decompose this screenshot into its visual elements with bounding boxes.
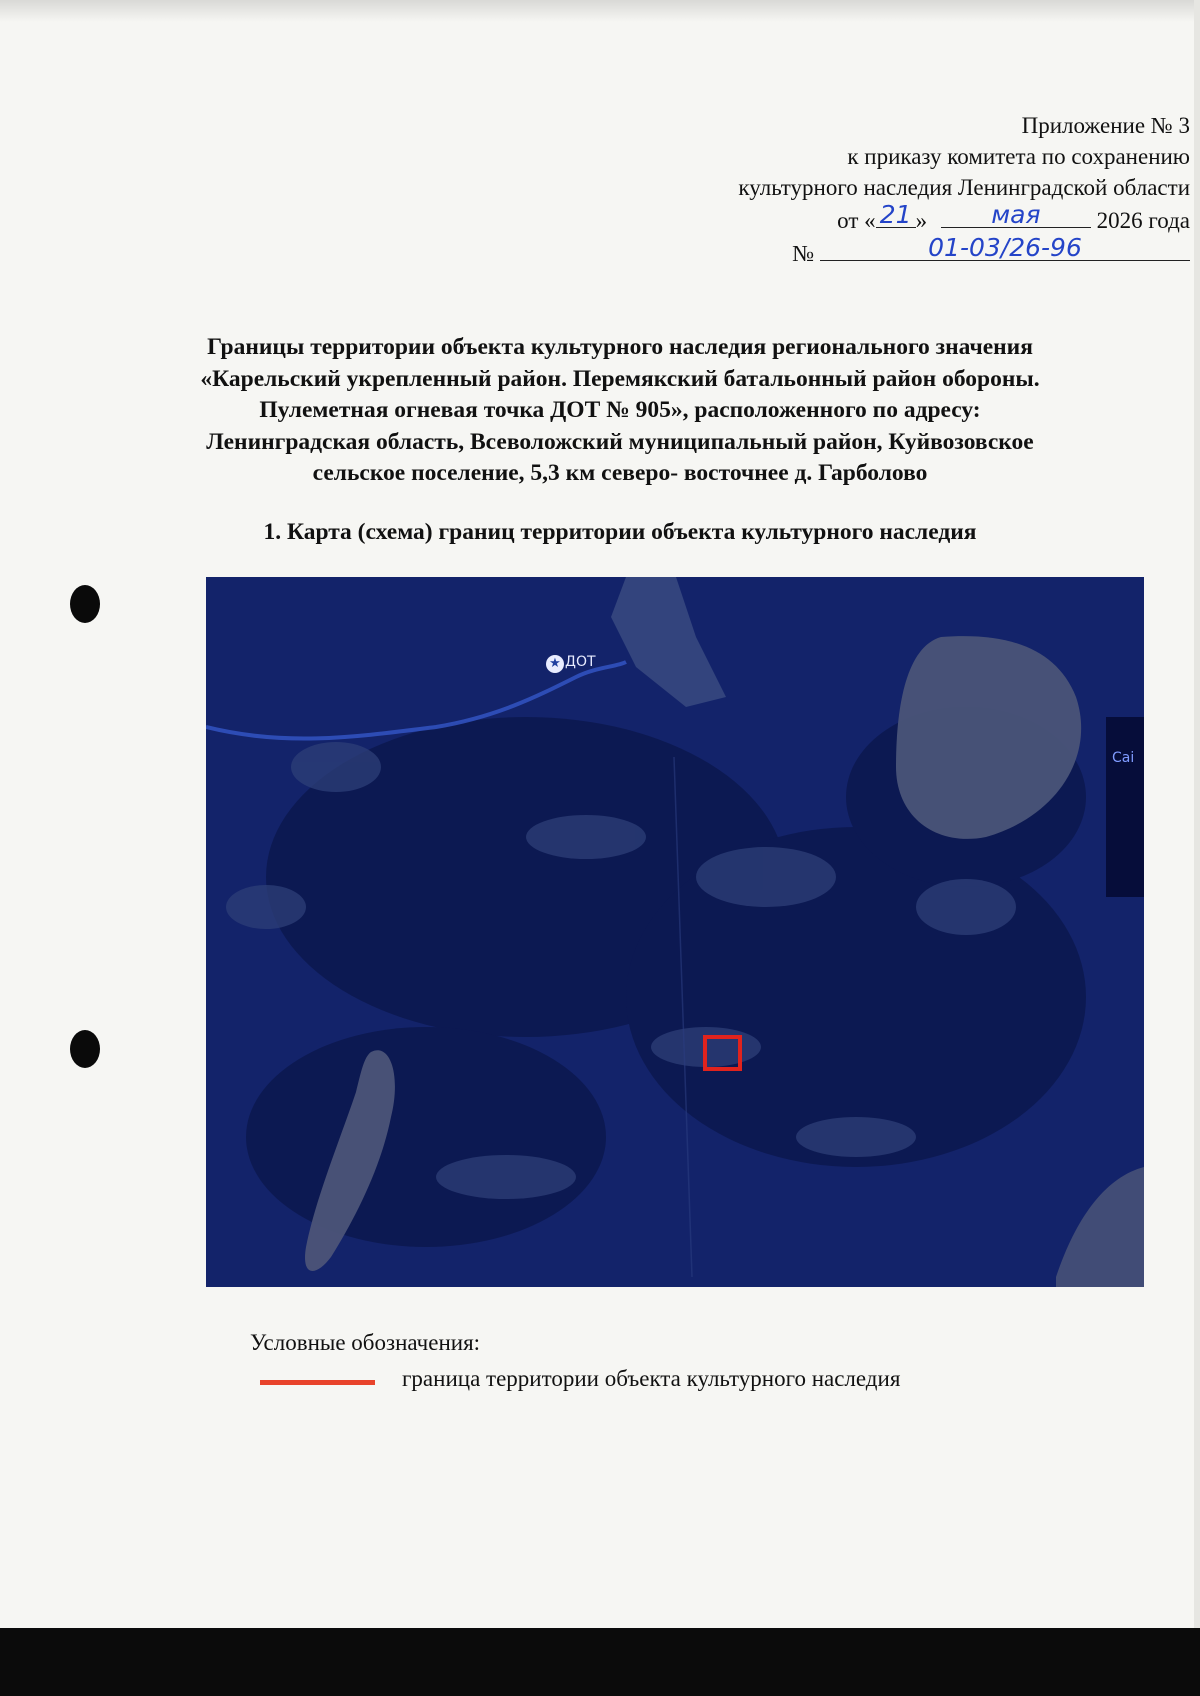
date-day-handwritten: 21	[879, 200, 912, 229]
satellite-imagery	[206, 577, 1144, 1287]
punch-hole-icon	[70, 1030, 100, 1068]
title-line: «Карельский укрепленный район. Перемякский батальонный район обороны.	[200, 365, 1040, 392]
star-icon: ★	[546, 655, 564, 673]
appendix-committee-line: культурного наследия Ленинградской области	[738, 175, 1190, 200]
satellite-map	[206, 577, 1144, 1287]
appendix-date-line	[570, 200, 1190, 236]
map-edge-label: Саі	[1112, 750, 1135, 766]
document-title	[120, 332, 1120, 490]
legend-line-swatch	[260, 1380, 375, 1385]
date-month-field	[941, 200, 1091, 229]
order-number-field	[820, 233, 1190, 262]
title-line: Пулеметная огневая точка ДОТ № 905», расположенного по адресу:	[259, 397, 981, 423]
title-line: сельское поселение, 5,3 км северо- восточнее д. Гарболово	[312, 460, 928, 486]
punch-hole-icon	[70, 585, 100, 623]
date-day-field	[876, 200, 916, 229]
order-number-handwritten: 01-03/26-96	[928, 233, 1082, 262]
heritage-boundary-marker	[703, 1035, 742, 1071]
scan-edge-bottom	[0, 1628, 1200, 1696]
scan-edge-right	[1194, 0, 1200, 1696]
appendix-order-line: к приказу комитета по сохранению	[847, 144, 1190, 169]
title-line: Ленинградская область, Всеволожский муниципальный район, Куйвозовское	[206, 428, 1034, 455]
scan-edge-top	[0, 0, 1200, 22]
appendix-number-line	[570, 233, 1190, 269]
date-mid: »	[915, 208, 928, 233]
title-line: Границы территории объекта культурного наследия регионального значения	[207, 334, 1033, 360]
section-title: 1. Карта (схема) границ территории объекта культурного наследия	[263, 519, 977, 545]
map-poi-label: ДОТ	[565, 654, 596, 670]
legend-item-label: граница территории объекта культурного наследия	[402, 1366, 901, 1391]
number-prefix: №	[792, 241, 815, 266]
appendix-number: Приложение № 3	[1021, 113, 1190, 138]
date-year: 2026 года	[1096, 208, 1190, 233]
legend-title: Условные обозначения:	[250, 1330, 481, 1355]
date-prefix: от «	[837, 208, 876, 233]
date-month-handwritten: мая	[991, 200, 1041, 229]
appendix-header	[570, 110, 1190, 269]
